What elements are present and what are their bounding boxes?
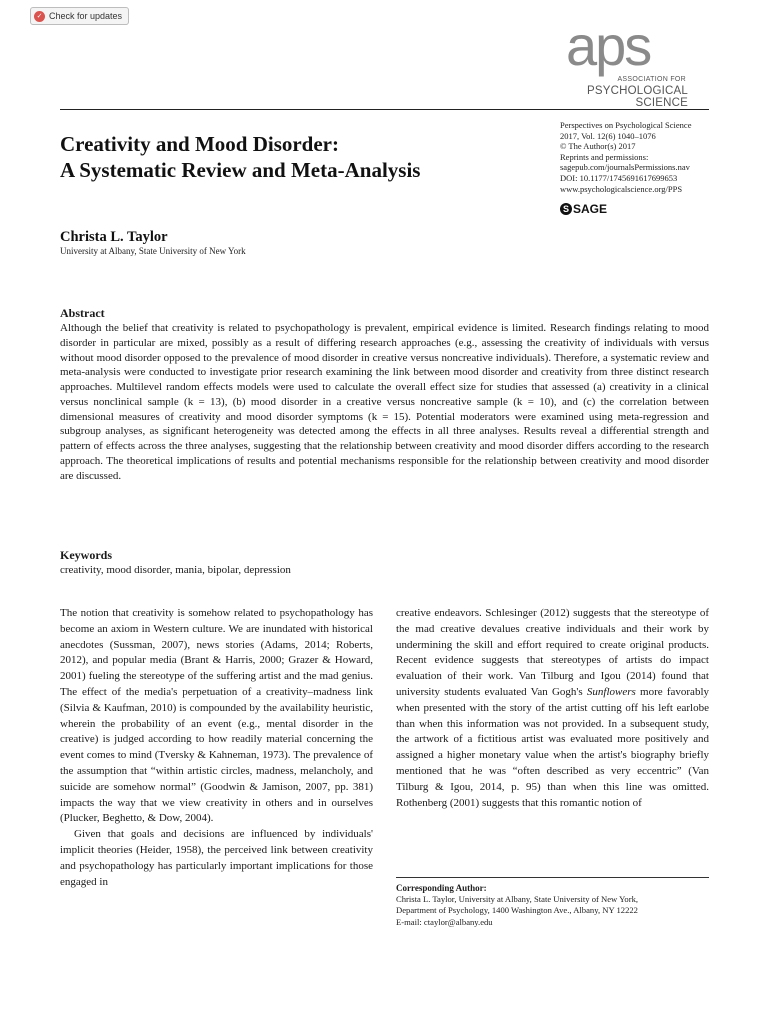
abstract-heading: Abstract [60,306,105,320]
body-paragraph: The notion that creativity is somehow related to psychopathology has become an axiom in Western culture. We are inundated with historical anecdotes (Sussman, 2007), news stories (Adams, 2014; Roberts, 2012), and popular media (Brant & Harris, 2000; Grazer & Howard, 2001) fueling the stereotype of the suffering artist and the mad genius. The effect of the media's perpetuation of a creativity–madness link (Silvia & Kaufman, 2010) is compounded by the availability heuristic, wherein the probability of an event (e.g., mental disorder in the creative) is judged according to how readily material concerning the event comes to mind (Tversky & Kahneman, 1973). The prevalence of the assumption that “within artistic circles, madness, melancholy, and suicide are somehow normal” (Goodwin & Jamison, 2007, pp. 381) impacts the way that we view creativity in others and in ourselves (Plucker, Beghetto, & Dow, 2004). [60,607,373,825]
author-name: Christa L. Taylor [60,229,168,245]
corresponding-author-email[interactable]: E-mail: ctaylor@albany.edu [396,916,493,927]
aps-logo-line1: ASSOCIATION FOR [617,76,686,83]
author-affiliation: University at Albany, State University of New York [60,246,246,256]
check-for-updates-button[interactable] [30,7,129,25]
artwork-title: Sunflowers [586,685,636,698]
check-for-updates-label: Check for updates [49,11,123,21]
journal-info [560,120,740,194]
journal-reprints: Reprints and permissions: [560,151,649,162]
sage-label: SAGE [573,202,608,216]
journal-doi[interactable]: DOI: 10.1177/1745691617699653 [560,172,678,183]
abstract-text: Although the belief that creativity is related to psychopathology is prevalent, empirical evidence is limited. Research findings relating to mood disorder in particular are mixed, possibly as a result of differing research approaches (e.g., assessing the creativity of individuals with versus without mood disorder opposed to the prevalence of mood disorder in creative versus noncreative individuals). Therefore, a systematic review and meta-analysis were conducted to investigate prior research examining the link between mood disorder and creativity from three distinct research approaches. Multilevel random effects models were used to calculate the overall effect size for studies that assessed (a) creativity in a clinical versus nonclinical sample (k = 13), (b) mood disorder in a creative versus noncreative sample (k = 10), and (c) the correlation between dimensional measures of creativity and mood disorder symptoms (k = 15). Potential moderators were examined using meta-regression and subgroup analyses, as significant heterogeneity was detected among the effects in all three analyses. Results reveal a differential strength and pattern of effects across the three analyses, suggesting that the relationship between creativity and mood disorder differs according to the research approach. The theoretical implications of results and potential mechanisms responsible for the relationship between creativity and mood disorder are discussed. [60,322,709,482]
journal-name: Perspectives on Psychological Science [560,120,692,130]
footnote-rule [396,877,709,878]
title-line-2: A Systematic Review and Meta-Analysis [60,158,421,182]
aps-logo-line2: PSYCHOLOGICAL SCIENCE [586,85,688,109]
title-line-1: Creativity and Mood Disorder: [60,132,339,156]
sage-logo [560,202,607,216]
body-column-right [396,606,709,811]
body-column-left [60,606,373,890]
keywords-text: creativity, mood disorder, mania, bipolar, depression [60,564,291,576]
aps-logo: aps [566,14,651,77]
corresponding-author-line: Christa L. Taylor, University at Albany, State University of New York, [396,894,639,905]
body-paragraph [396,606,709,811]
body-text: more favorably when presented with the story of the artist cutting off his left earlobe than when this information was not provided. In a subsequent study, the artwork of a fictitious artist was evaluated more positively and assigned a higher monetary value when the artist's biography briefly mentioned that he was “often described as very eccentric” (Van Tilburg & Igou, 2014, p. 95) than when this line was omitted. Rothenberg (2001) suggests that this romantic notion of [396,685,709,809]
corresponding-author-heading: Corresponding Author: [396,883,487,893]
journal-volume: 2017, Vol. 12(6) 1040–1076 [560,130,656,141]
journal-permissions-link[interactable]: sagepub.com/journalsPermissions.nav [560,162,690,173]
sage-s-icon: S [560,203,572,215]
body-paragraph: Given that goals and decisions are influenced by individuals' implicit theories (Heider, 1958), the perceived link between creativity and psychopathology has particularly important implications for those engaged in [60,828,373,888]
journal-copyright: © The Author(s) 2017 [560,141,636,152]
keywords-heading: Keywords [60,548,112,562]
journal-website-link[interactable]: www.psychologicalscience.org/PPS [560,183,683,194]
body-text: creative endeavors. Schlesinger (2012) suggests that the stereotype of the mad creative devalues creative individuals and their work by undermining the skill and effort required to create original products. Recent evidence suggests that stereotypes of artists do impact evaluation of their work. Van Tilburg and Igou (2014) found that university students evaluated Van Gogh's [396,607,709,698]
corresponding-author [396,883,709,928]
header-rule [60,109,709,110]
corresponding-author-line: Department of Psychology, 1400 Washington Ave., Albany, NY 12222 [396,905,638,916]
article-title [60,131,530,183]
update-icon: ✓ [34,11,45,22]
